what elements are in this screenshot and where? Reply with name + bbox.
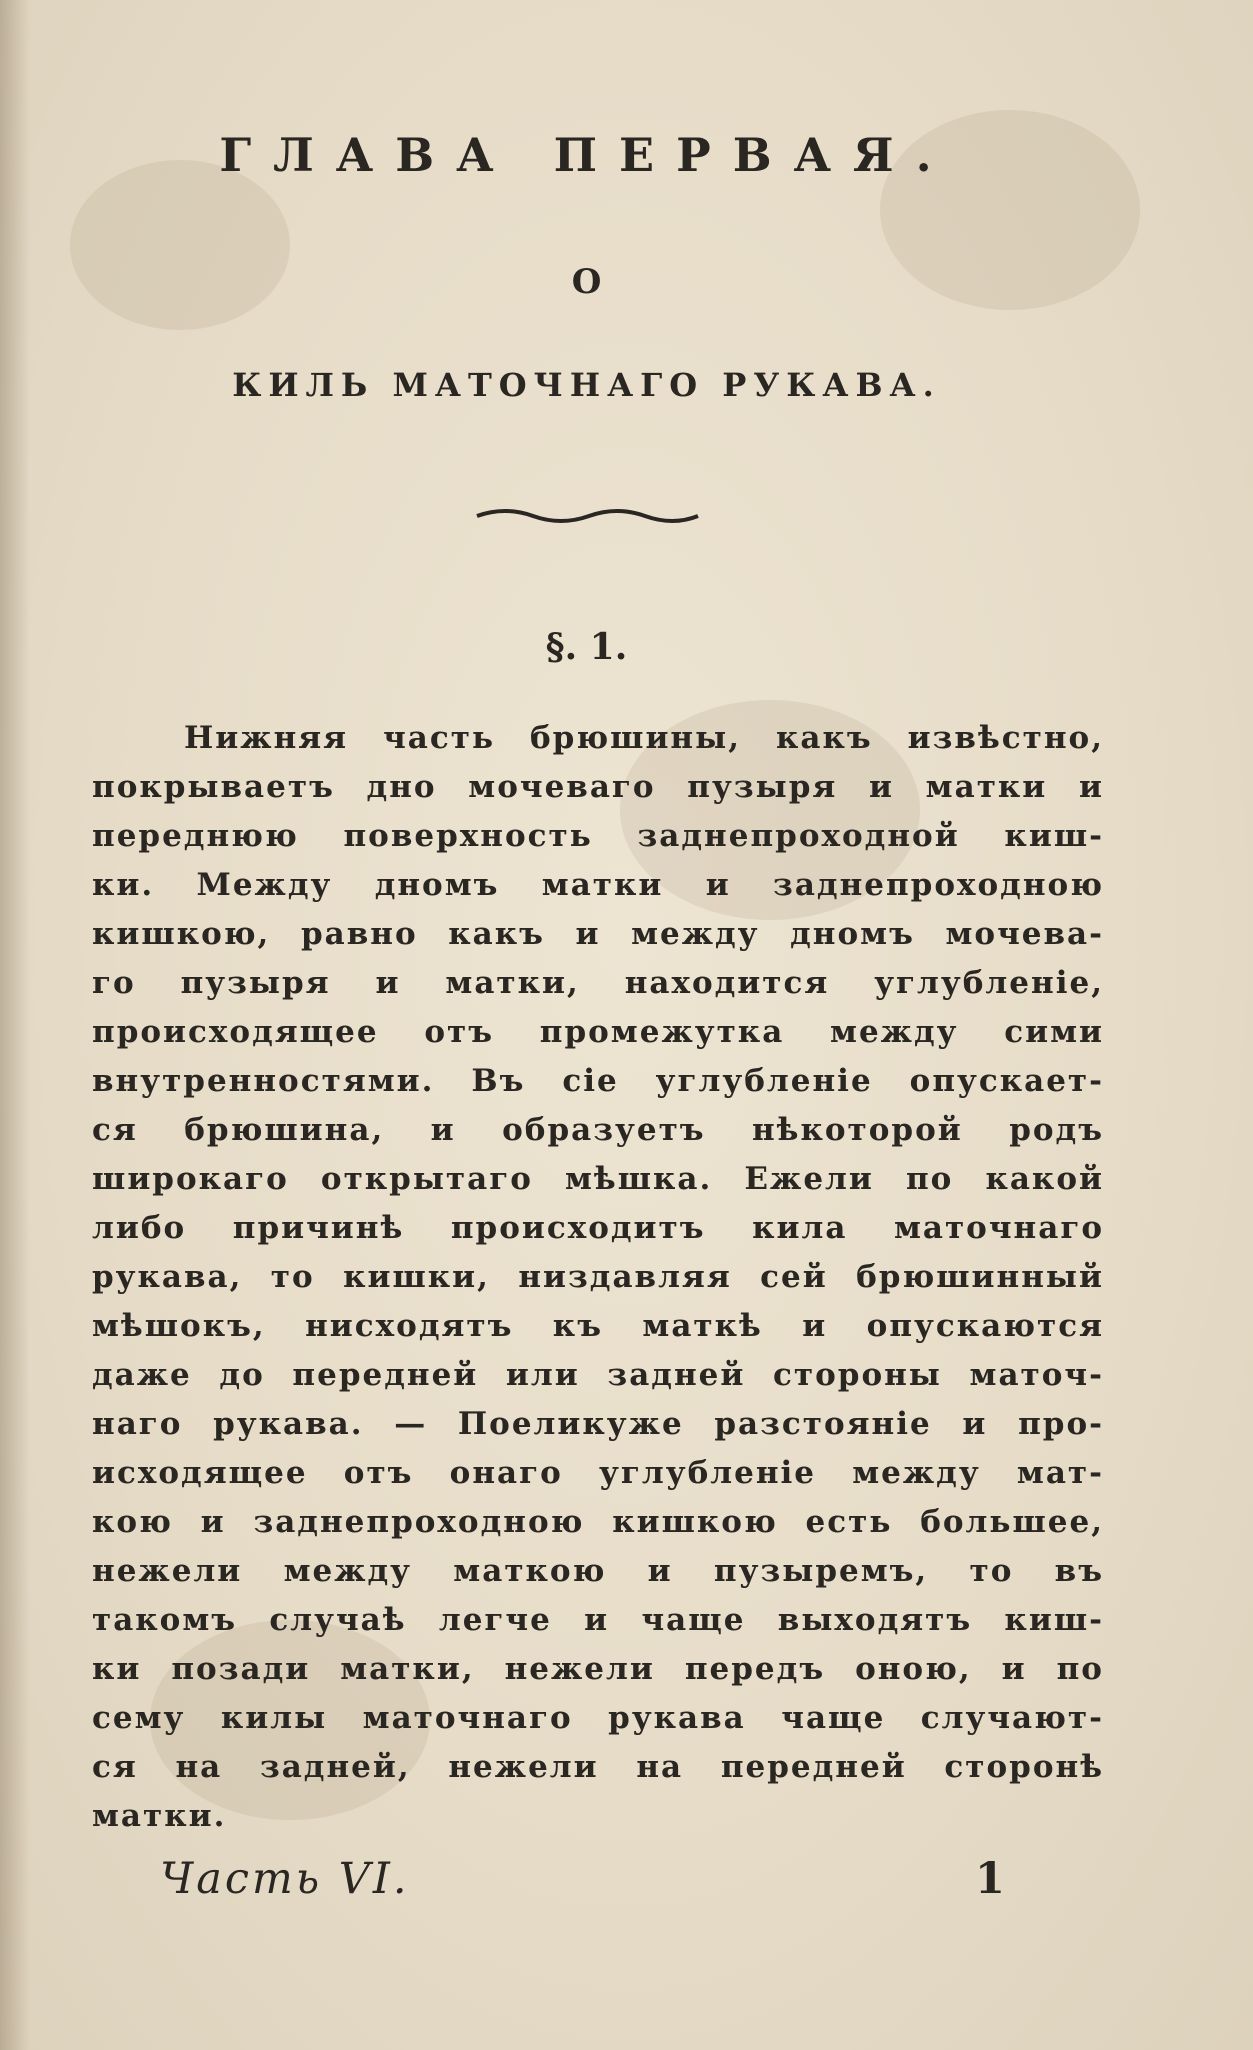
text-line: мѣшокъ, нисходятъ къ маткѣ и опускаются xyxy=(92,1308,1104,1344)
text-line: внутренностями. Въ сіе углубленіе опускает- xyxy=(92,1063,1104,1099)
text-line: матки. xyxy=(92,1798,227,1834)
text-line: го пузыря и матки, находится углубленіе, xyxy=(92,965,1104,1001)
text-line: наго рукава. — Поеликуже разстояніе и про- xyxy=(92,1406,1104,1442)
page-number: 1 xyxy=(975,1854,1005,1904)
text-line: ки. Между дномъ матки и заднепроходною xyxy=(92,867,1104,903)
page-edge-shadow xyxy=(0,0,30,2050)
text-line: переднюю поверхность заднепроходной киш- xyxy=(92,818,1104,854)
chapter-title: ГЛАВА ПЕРВАЯ. xyxy=(219,128,954,182)
text-line: нежели между маткою и пузыремъ, то въ xyxy=(92,1553,1104,1589)
wavy-rule-ornament-icon xyxy=(475,500,700,530)
text-line: кишкою, равно какъ и между дномъ мочева- xyxy=(92,916,1104,952)
text-line: происходящее отъ промежутка между сими xyxy=(92,1014,1104,1050)
text-line: даже до передней или задней стороны маточ- xyxy=(92,1357,1104,1393)
text-line: Нижняя часть брюшины, какъ извѣстно, xyxy=(184,720,1104,756)
text-line: ся брюшина, и образуетъ нѣкоторой родъ xyxy=(92,1112,1104,1148)
text-line: ки позади матки, нежели передъ оною, и по xyxy=(92,1651,1104,1687)
text-line: такомъ случаѣ легче и чаще выходятъ киш- xyxy=(92,1602,1104,1638)
chapter-subtitle: КИЛЬ МАТОЧНАГО РУКАВА. xyxy=(232,366,941,404)
section-heading: §. 1. xyxy=(545,626,628,668)
text-line: кою и заднепроходною кишкою есть большее, xyxy=(92,1504,1104,1540)
text-line: рукава, то кишки, низдавляя сей брюшинный xyxy=(92,1259,1104,1295)
text-line: покрываетъ дно мочеваго пузыря и матки и xyxy=(92,769,1104,805)
paragraph xyxy=(92,714,1104,1841)
text-line: либо причинѣ происходитъ кила маточнаго xyxy=(92,1210,1104,1246)
text-line: широкаго открытаго мѣшка. Ежели по какой xyxy=(92,1161,1104,1197)
text-line: сему килы маточнаго рукава чаще случают- xyxy=(92,1700,1104,1736)
chapter-preposition: О xyxy=(571,262,602,302)
paper-stain xyxy=(70,160,290,330)
text-line: исходящее отъ онаго углубленіе между мат- xyxy=(92,1455,1104,1491)
text-line: ся на задней, нежели на передней сторонѣ xyxy=(92,1749,1104,1785)
footer-signature: Часть VI. xyxy=(160,1854,410,1904)
